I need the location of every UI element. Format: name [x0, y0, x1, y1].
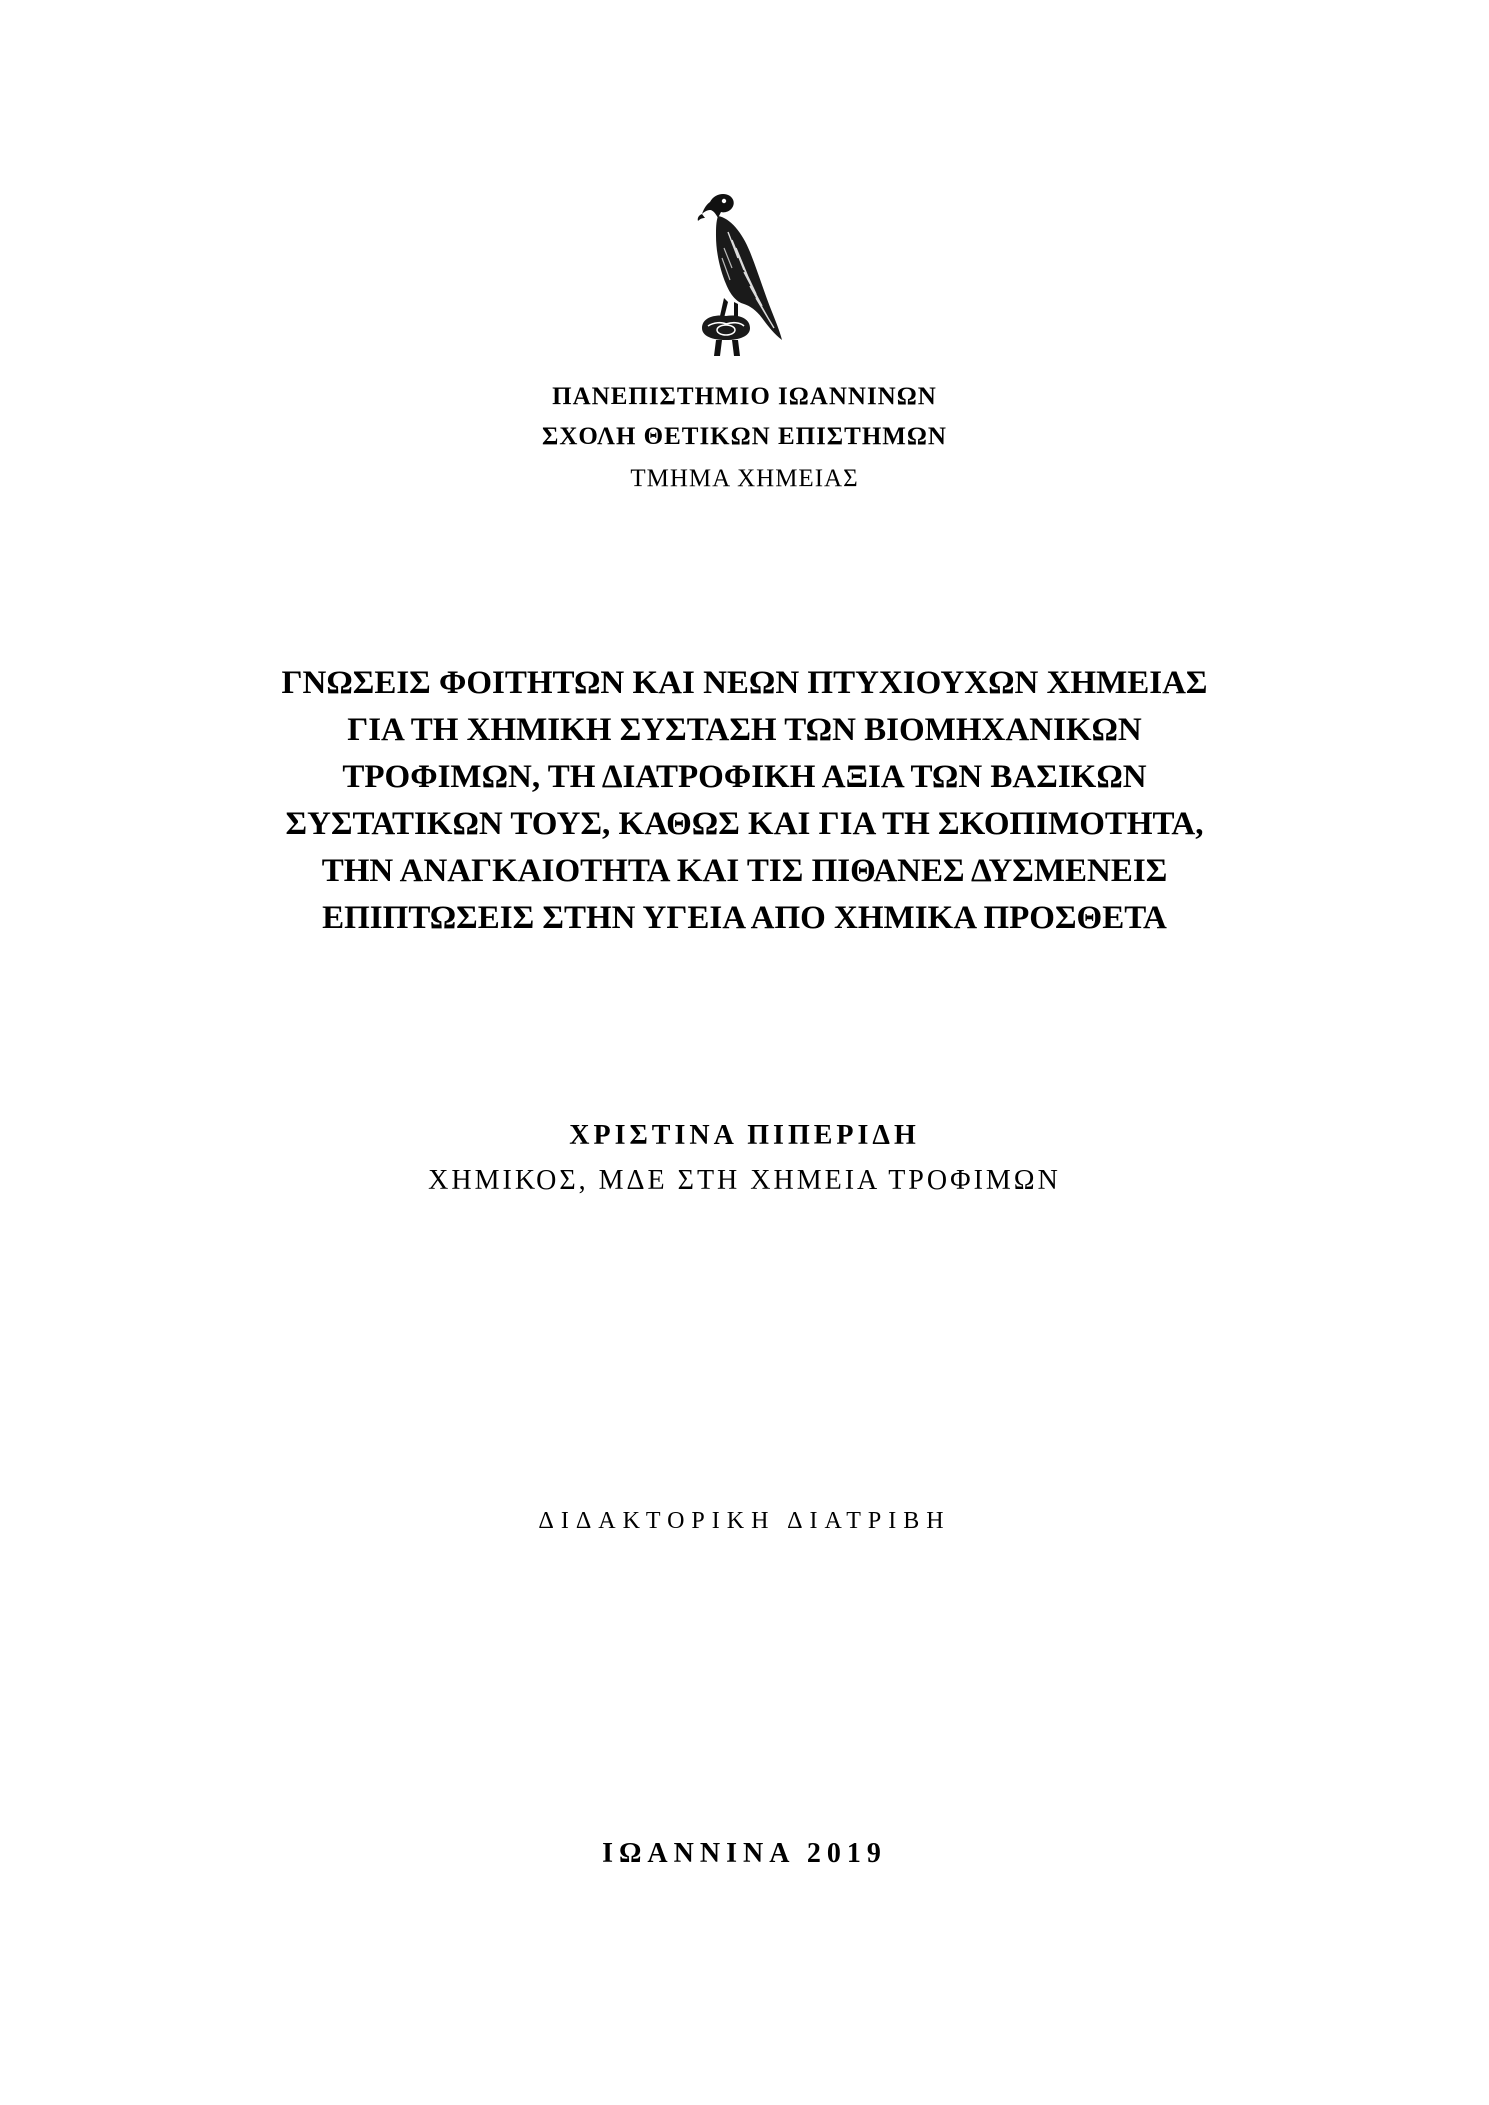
title-line: ΕΠΙΠΤΩΣΕΙΣ ΣΤΗΝ ΥΓΕΙΑ ΑΠΟ ΧΗΜΙΚΑ ΠΡΟΣΘΕΤΑ	[322, 900, 1167, 936]
eagle-on-stone-emblem-icon	[680, 188, 784, 360]
school-name: ΣΧΟΛΗ ΘΕΤΙΚΩΝ ΕΠΙΣΤΗΜΩΝ	[542, 423, 947, 450]
author-name: ΧΡΙΣΤΙΝΑ ΠΙΠΕΡΙΔΗ	[569, 1120, 920, 1151]
thesis-title	[0, 660, 1489, 942]
title-line: ΓΝΩΣΕΙΣ ΦΟΙΤΗΤΩΝ ΚΑΙ ΝΕΩΝ ΠΤΥΧΙΟΥΧΩΝ ΧΗΜΕΙΑΣ	[281, 665, 1208, 701]
department-name: ΤΜΗΜΑ ΧΗΜΕΙΑΣ	[630, 465, 859, 492]
place-year: ΙΩΑΝΝΙΝΑ 2019	[602, 1838, 887, 1869]
title-line: ΤΗΝ ΑΝΑΓΚΑΙΟΤΗΤΑ ΚΑΙ ΤΙΣ ΠΙΘΑΝΕΣ ΔΥΣΜΕΝΕΙΣ	[321, 853, 1168, 889]
title-line: ΤΡΟΦΙΜΩΝ, ΤΗ ΔΙΑΤΡΟΦΙΚΗ ΑΞΙΑ ΤΩΝ ΒΑΣΙΚΩΝ	[342, 759, 1147, 795]
author-qualification: ΧΗΜΙΚΟΣ, ΜΔΕ ΣΤΗ ΧΗΜΕΙΑ ΤΡΟΦΙΜΩΝ	[428, 1165, 1061, 1196]
university-name: ΠΑΝΕΠΙΣΤΗΜΙΟ ΙΩΑΝΝΙΝΩΝ	[552, 383, 937, 410]
title-line: ΣΥΣΤΑΤΙΚΩΝ ΤΟΥΣ, ΚΑΘΩΣ ΚΑΙ ΓΙΑ ΤΗ ΣΚΟΠΙΜΟΤΗΤΑ,	[285, 806, 1204, 842]
document-type: ΔΙΔΑΚΤΟΡΙΚΗ ΔΙΑΤΡΙΒΗ	[538, 1508, 951, 1534]
title-line: ΓΙΑ ΤΗ ΧΗΜΙΚΗ ΣΥΣΤΑΣΗ ΤΩΝ ΒΙΟΜΗΧΑΝΙΚΩΝ	[347, 712, 1142, 748]
